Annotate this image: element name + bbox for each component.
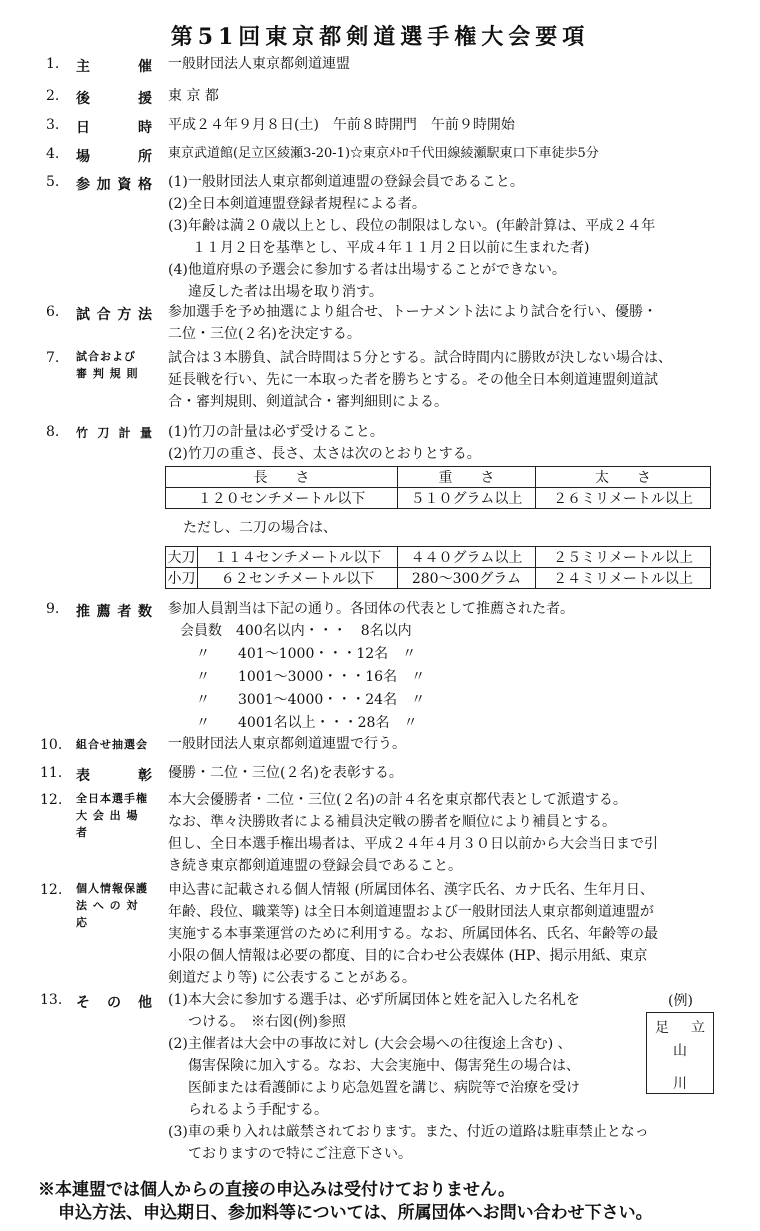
table-cell: ２４ミリメートル以上 xyxy=(536,568,711,589)
all-japan-text xyxy=(168,789,658,877)
other-text xyxy=(168,989,649,1165)
shinai-table xyxy=(165,466,711,509)
paragraph-line: ておりますので特にご注意下さい。 xyxy=(188,1146,412,1162)
paragraph-line: 但し、全日本選手権出場者は、平成２４年４月３０日以前から大会当日まで引 xyxy=(168,836,658,852)
page-title: 第51回東京都剣道選手権大会要項 xyxy=(170,24,590,50)
nito-note: ただし、二刀の場合は、 xyxy=(183,520,337,536)
table-cell: １２０センチメートル以下 xyxy=(166,488,398,509)
eligibility-item: (3)年齢は満２０歳以上とし、段位の制限はしない。(年齢計算は、平成２４年 xyxy=(168,218,656,234)
section-label-other: そ の 他 xyxy=(76,995,152,1011)
table-row xyxy=(166,547,711,568)
nametag-example xyxy=(646,1012,714,1094)
eligibility-item: (4)他道府県の予選会に参加する者は出場することができない。 xyxy=(168,262,566,278)
label-line: 全日本選手権 xyxy=(76,792,148,805)
table-cell: 280～300グラム xyxy=(398,568,536,589)
section-number: 7. xyxy=(46,350,60,366)
label-line: 審 判 規 則 xyxy=(76,367,139,380)
section-label-date: 日 時 xyxy=(76,120,152,136)
nito-table xyxy=(165,546,711,589)
nametag-char: 山 xyxy=(673,1043,687,1059)
footer-notice: ※本連盟では個人からの直接の申込みは受付けておりません。 xyxy=(38,1180,516,1200)
list-item: 〃 401～1000・・・12名 〃 xyxy=(196,646,417,662)
section-number: 2. xyxy=(46,88,60,104)
table-cell: ２６ミリメートル以上 xyxy=(536,488,711,509)
paragraph-line: 実施する本事業運営のために利用する。なお、所属団体名、氏名、年齢等の最 xyxy=(168,926,658,942)
label-line: 組合せ抽選会 xyxy=(76,738,148,751)
section-label-all-japan xyxy=(76,790,152,841)
table-cell: ２５ミリメートル以上 xyxy=(536,547,711,568)
paragraph-line: つける。 ※右図(例)参照 xyxy=(188,1014,346,1030)
table-cell: １１４センチメートル以下 xyxy=(198,547,398,568)
match-method-text xyxy=(168,301,657,345)
section-label-rules xyxy=(76,348,152,382)
paragraph-line: (2)竹刀の重さ、長さ、太さは次のとおりとする。 xyxy=(168,446,481,462)
label-line: 個人情報保護 xyxy=(76,882,148,895)
section-label-recommend: 推 薦 者 数 xyxy=(76,604,152,620)
section-label-sponsor: 主 催 xyxy=(76,59,152,75)
table-header-cell: 太 さ xyxy=(536,467,711,488)
table-cell: ５１０グラム以上 xyxy=(398,488,536,509)
venue-text: 東京武道館(足立区綾瀬3-20-1)☆東京ﾒﾄﾛ千代田線綾瀬駅東口下車徒歩5分 xyxy=(168,146,599,161)
nametag-char: 足 xyxy=(655,1020,669,1036)
footer-notice: 申込方法、申込期日、参加料等については、所属団体へお問い合わせ下さい。 xyxy=(58,1203,653,1223)
eligibility-item: 違反した者は出場を取り消す。 xyxy=(188,284,383,300)
paragraph-line: 本大会優勝者・二位・三位(２名)の計４名を東京都代表として派遣する。 xyxy=(168,792,627,808)
paragraph-line: 傷害保険に加入する。なお、大会実施中、傷害発生の場合は、 xyxy=(188,1058,580,1074)
paragraph-line: 二位・三位(２名)を決定する。 xyxy=(168,326,361,342)
sponsor-text: 一般財団法人東京都剣道連盟 xyxy=(168,56,350,72)
section-number: 3. xyxy=(46,117,60,133)
paragraph-line: き続き東京都剣道連盟の登録会員であること。 xyxy=(168,858,462,874)
paragraph-line: 試合は３本勝負、試合時間は５分とする。試合時間内に勝敗が決しない場合は、 xyxy=(168,350,672,366)
label-line: 大 会 出 場 者 xyxy=(76,809,139,839)
privacy-text xyxy=(168,879,658,989)
section-label-support: 後 援 xyxy=(76,91,152,107)
paragraph-line: 医師または看護師により応急処置を講じ、病院等で治療を受け xyxy=(188,1080,580,1096)
section-number: 12. xyxy=(40,882,63,898)
section-number: 9. xyxy=(46,601,60,617)
paragraph-line: (2)主催者は大会中の事故に対し (大会会場への往復途上含む) 、 xyxy=(168,1036,572,1052)
section-label-award: 表 彰 xyxy=(76,768,152,784)
award-text: 優勝・二位・三位(２名)を表彰する。 xyxy=(168,765,403,781)
section-number: 8. xyxy=(46,424,60,440)
section-label-match-method: 試 合 方 法 xyxy=(76,307,152,323)
paragraph-line: 剣道だより等) に公表することがある。 xyxy=(168,970,416,986)
label-line: 法 へ の 対 応 xyxy=(76,899,139,929)
shinai-text xyxy=(168,421,481,465)
list-item: 会員数 400名以内・・・ 8名以内 xyxy=(180,623,412,639)
recommend-text: 参加人員割当は下記の通り。各団体の代表として推薦された者。 xyxy=(168,601,574,617)
paragraph-line: 延長戦を行い、先に一本取った者を勝ちとする。その他全日本剣道連盟剣道試 xyxy=(168,372,658,388)
eligibility-item: １１月２日を基準とし、平成４年１１月２日以前に生まれた者) xyxy=(192,240,590,256)
paragraph-line: (3)車の乗り入れは厳禁されております。また、付近の道路は駐車禁止となっ xyxy=(168,1124,649,1140)
support-text: 東 京 都 xyxy=(168,88,219,104)
eligibility-list xyxy=(168,171,655,303)
section-number: 4. xyxy=(46,146,60,162)
paragraph-line: 参加選手を予め抽選により組合せ、トーナメント法により試合を行い、優勝・ xyxy=(168,304,658,320)
nametag-char: 立 xyxy=(691,1020,705,1036)
section-label-eligibility: 参 加 資 格 xyxy=(76,177,152,193)
section-number: 1. xyxy=(46,56,60,72)
table-header-cell: 長 さ xyxy=(166,467,398,488)
eligibility-item: (2)全日本剣道連盟登録者規程による者。 xyxy=(168,196,426,212)
list-item: 〃 3001～4000・・・24名 〃 xyxy=(196,692,426,708)
list-item: 〃 4001名以上・・・28名 〃 xyxy=(196,715,418,731)
paragraph-line: 小限の個人情報は必要の都度、目的に合わせ公表媒体 (HP、掲示用紙、東京 xyxy=(168,948,648,964)
table-cell: 小刀 xyxy=(166,568,198,589)
section-number: 6. xyxy=(46,304,60,320)
paragraph-line: 合・審判規則、剣道試合・審判細則による。 xyxy=(168,394,448,410)
label-line: 試合および xyxy=(76,350,136,363)
table-header-row xyxy=(166,467,711,488)
table-cell: ４４０グラム以上 xyxy=(398,547,536,568)
paragraph-line: なお、準々決勝敗者による補員決定戦の勝者を順位により補員とする。 xyxy=(168,814,616,830)
paragraph-line: (1)竹刀の計量は必ず受けること。 xyxy=(168,424,384,440)
paragraph-line: 年齢、段位、職業等) は全日本剣道連盟および一般財団法人東京都剣道連盟が xyxy=(168,904,654,920)
section-label-venue: 場 所 xyxy=(76,149,152,165)
table-header-cell: 重 さ xyxy=(398,467,536,488)
nametag-char: 川 xyxy=(673,1076,687,1092)
section-number: 10. xyxy=(40,737,63,753)
paragraph-line: 申込書に記載される個人情報 (所属団体名、漢字氏名、カナ氏名、生年月日、 xyxy=(168,882,654,898)
table-row xyxy=(166,488,711,509)
nametag-example-label: (例) xyxy=(668,993,693,1009)
table-row xyxy=(166,568,711,589)
section-number: 13. xyxy=(40,992,63,1008)
date-text: 平成２４年９月８日(土) 午前８時開門 午前９時開始 xyxy=(168,117,515,133)
section-label-privacy xyxy=(76,880,152,931)
section-label-shinai: 竹 刀 計 量 xyxy=(76,426,152,440)
section-label-draw xyxy=(76,736,152,753)
section-number: 5. xyxy=(46,174,60,190)
table-cell: ６２センチメートル以下 xyxy=(198,568,398,589)
list-item: 〃 1001～3000・・・16名 〃 xyxy=(196,669,426,685)
paragraph-line: られるよう手配する。 xyxy=(188,1102,328,1118)
rules-text xyxy=(168,347,672,413)
quota-list xyxy=(180,620,425,735)
draw-text: 一般財団法人東京都剣道連盟で行う。 xyxy=(168,736,406,752)
paragraph-line: (1)本大会に参加する選手は、必ず所属団体と姓を記入した名札を xyxy=(168,992,580,1008)
table-cell: 大刀 xyxy=(166,547,198,568)
eligibility-item: (1)一般財団法人東京都剣道連盟の登録会員であること。 xyxy=(168,174,524,190)
section-number: 12. xyxy=(40,792,63,808)
section-number: 11. xyxy=(40,765,63,781)
